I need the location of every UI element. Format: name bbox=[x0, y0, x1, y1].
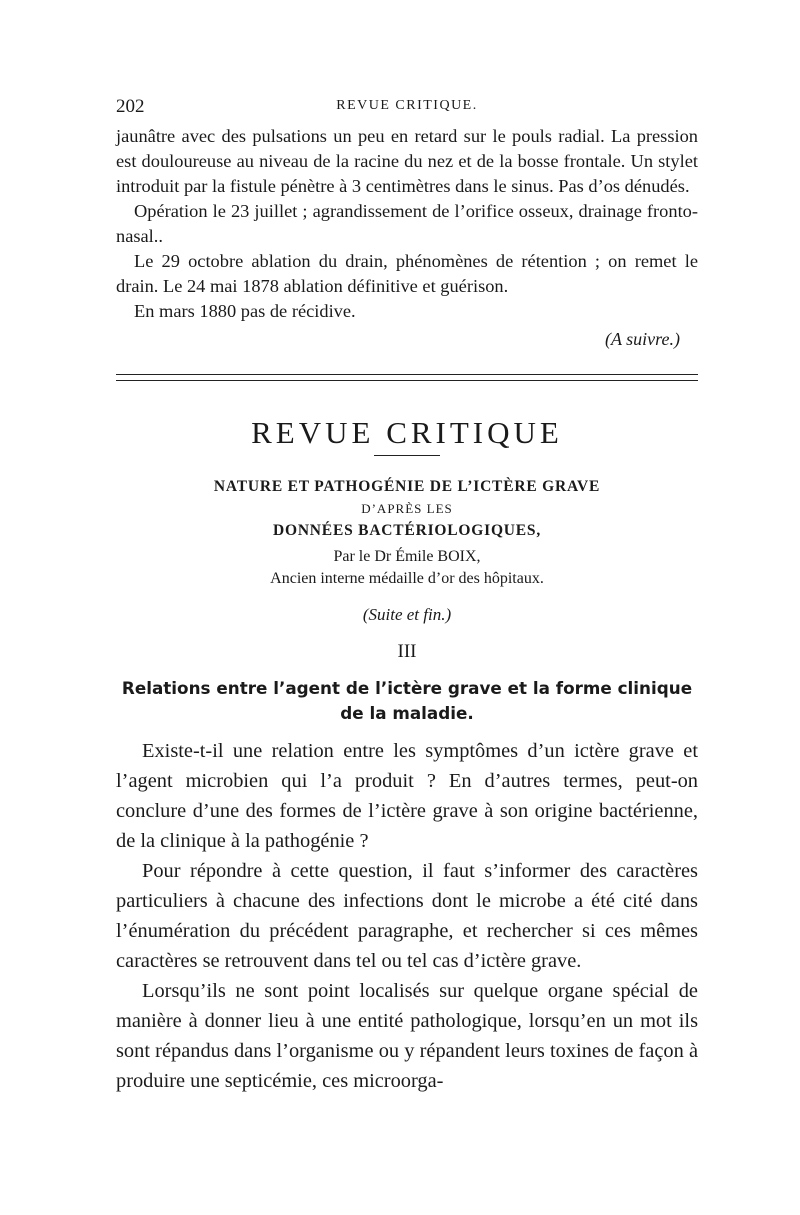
to-be-continued-note: (A suivre.) bbox=[605, 329, 680, 349]
title-underline bbox=[374, 455, 440, 456]
paragraph: jaunâtre avec des pulsations un peu en retard sur le pouls radial. La pression est douloureuse au niveau de la racine du nez et de la bosse frontale. Un stylet introduit par la fistule pénètre à 3 centimètres dans le sinus. Pas d’os dénudés. bbox=[116, 126, 698, 196]
article-heading bbox=[116, 476, 698, 590]
paragraph: Opération le 23 juillet ; agrandissement de l’orifice osseux, drainage fronto-nasal.. bbox=[116, 201, 698, 246]
paragraph: Pour répondre à cette question, il faut s’informer des caractères particuliers à chacune des infections dont le microbe a été cité dans l’énumération du précédent paragraphe, et rechercher si ces mêmes caractères se retrouvent dans tel ou tel cas d’ictère grave. bbox=[116, 860, 698, 972]
paragraph: Le 29 octobre ablation du drain, phénomènes de rétention ; on remet le drain. Le 24 mai 1878 ablation définitive et guérison. bbox=[116, 251, 698, 296]
part-number: III bbox=[397, 641, 417, 662]
article-title-line-1: NATURE ET PATHOGÉNIE DE L’ICTÈRE GRAVE bbox=[213, 478, 601, 495]
section-title: REVUE CRITIQUE bbox=[251, 415, 563, 450]
running-head bbox=[116, 96, 698, 124]
article-body bbox=[116, 736, 698, 1096]
article-title-line-3: DONNÉES BACTÉRIOLOGIQUES, bbox=[272, 522, 542, 539]
continuation-note: (Suite et fin.) bbox=[362, 605, 452, 624]
section-divider bbox=[116, 374, 698, 381]
author-affiliation: Ancien interne médaille d’or des hôpitaux. bbox=[270, 570, 544, 587]
paragraph: Existe-t-il une relation entre les symptômes d’un ictère grave et l’agent microbien qui l’a produit ? En d’autres termes, peut-on conclure d’une des formes de l’ictère grave à son origine bactérienne, de la clinique à la pathogénie ? bbox=[116, 740, 698, 852]
article-title-line-2: D’APRÈS LES bbox=[361, 501, 453, 516]
paragraph: En mars 1880 pas de récidive. bbox=[134, 301, 356, 321]
part-subheading: Relations entre l’agent de l’ictère grave et la forme clinique de la maladie. bbox=[121, 678, 693, 723]
previous-article-end bbox=[116, 124, 698, 352]
book-page bbox=[116, 96, 698, 1096]
page-number: 202 bbox=[116, 96, 145, 117]
running-title: REVUE CRITIQUE. bbox=[336, 98, 478, 113]
article-author: Par le Dr Émile BOIX, bbox=[333, 548, 481, 565]
paragraph: Lorsqu’ils ne sont point localisés sur quelque organe spécial de manière à donner lieu à une entité pathologique, lorsqu’en un mot ils sont répandus dans l’organisme ou y répandent leurs toxines de façon à produire une septicémie, ces microorga- bbox=[116, 980, 698, 1092]
